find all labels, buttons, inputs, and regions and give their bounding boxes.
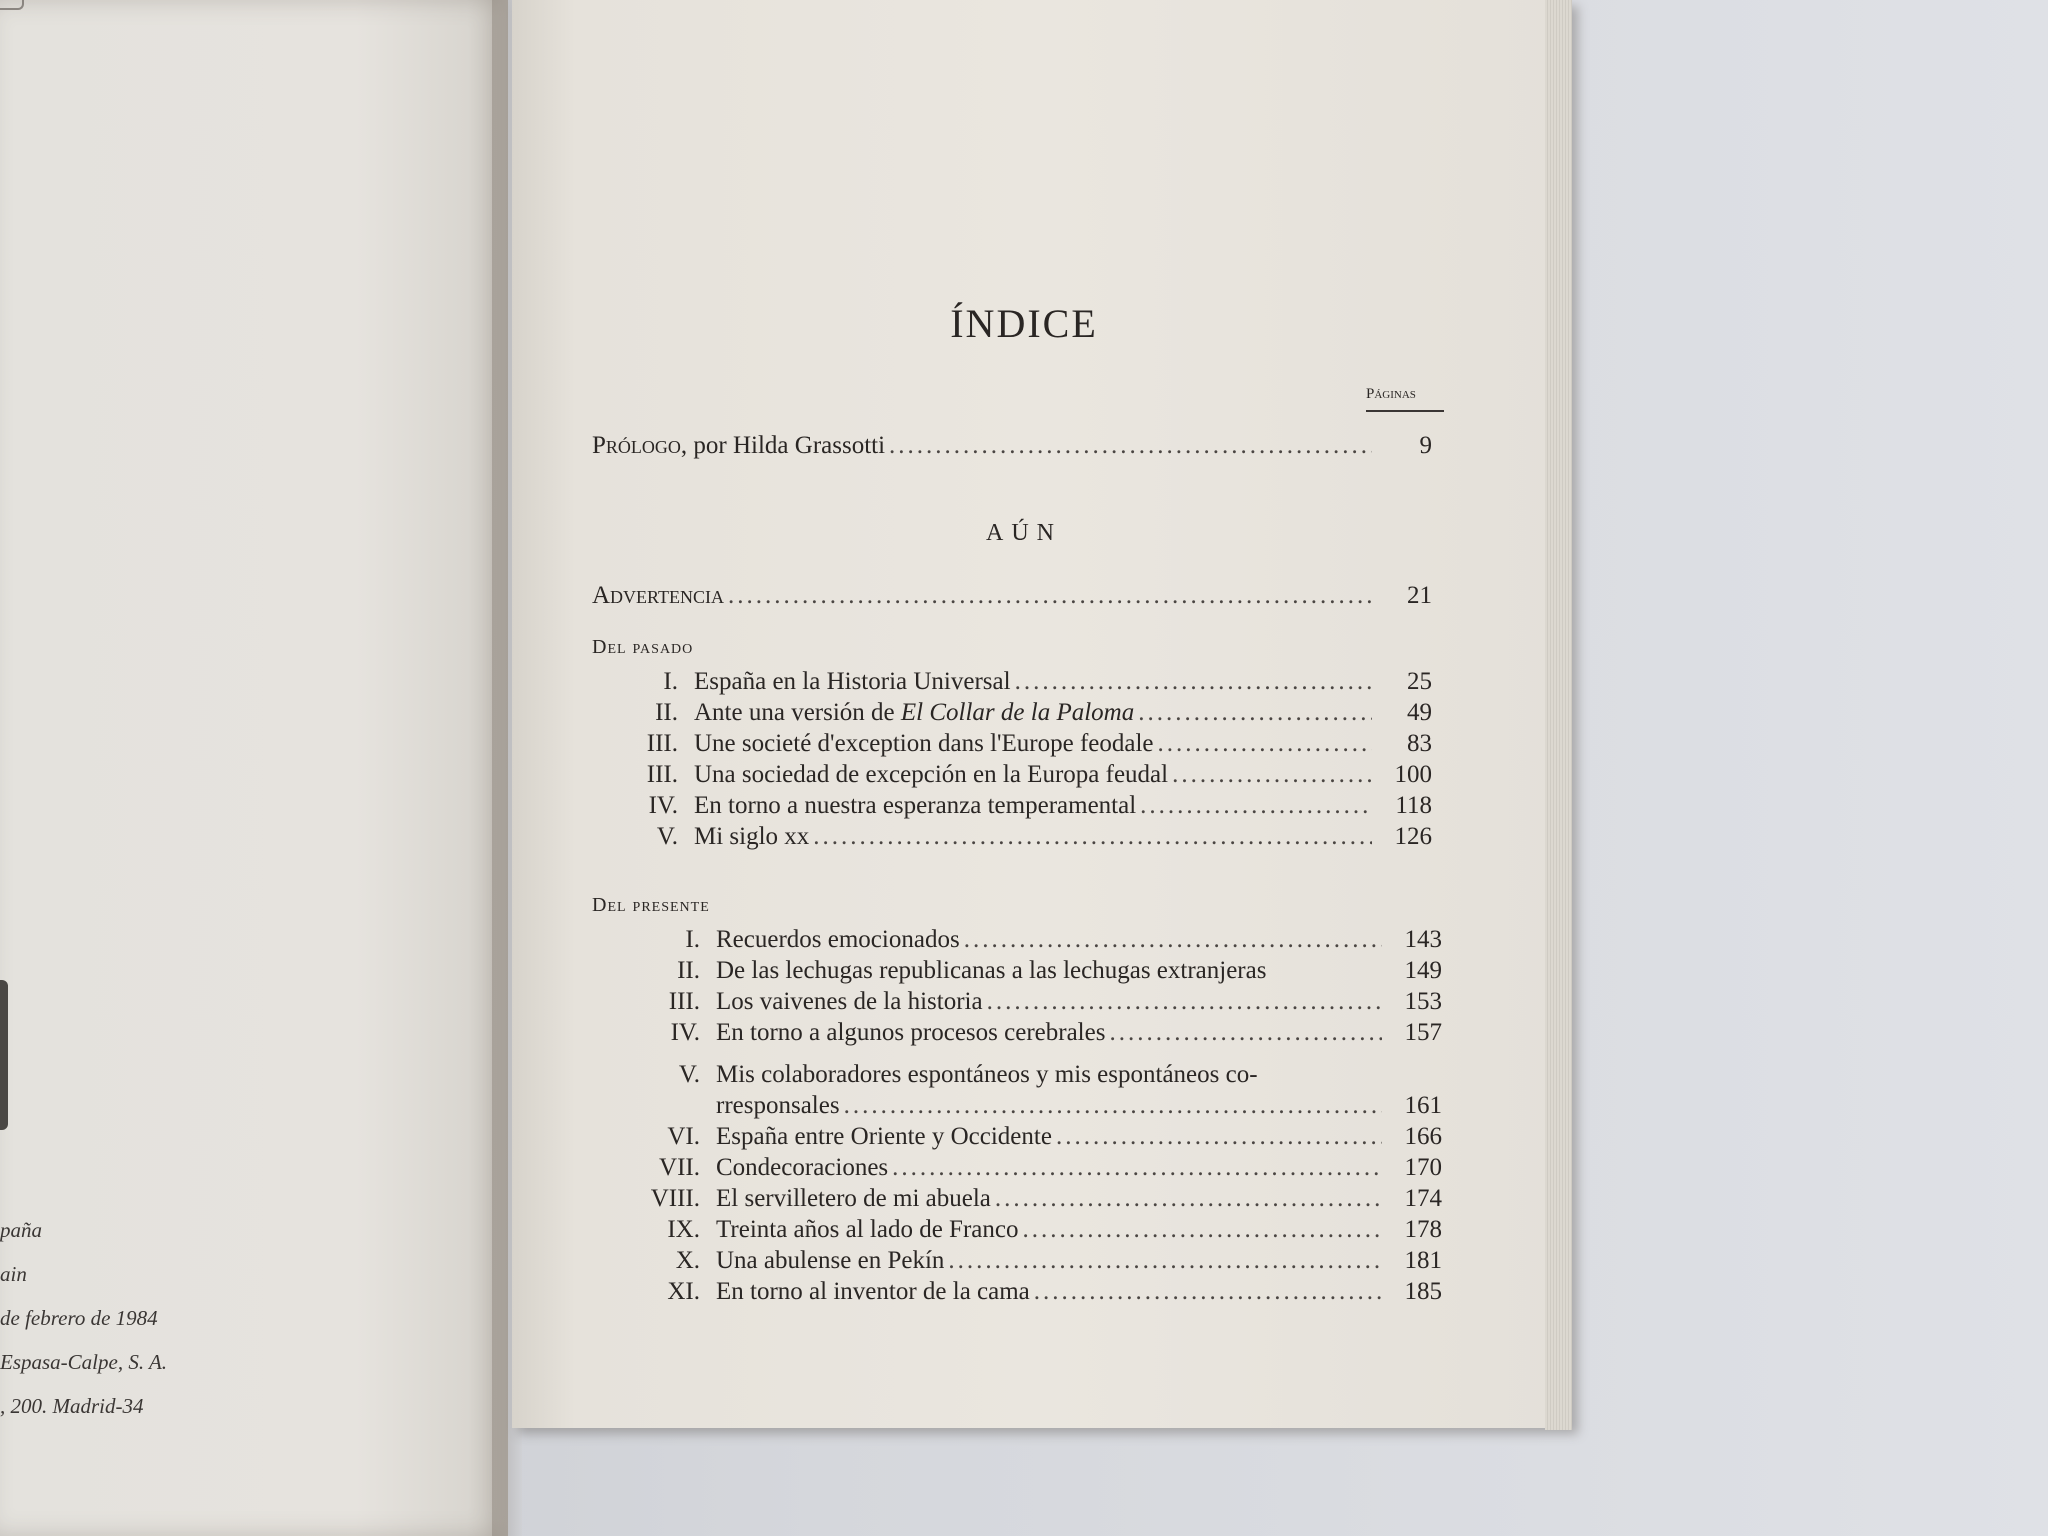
chapter-title: En torno al inventor de la cama <box>716 1278 1030 1305</box>
toc-entry <box>592 1123 1442 1153</box>
toc-entry <box>592 730 1432 760</box>
book-tab <box>0 980 8 1130</box>
chapter-title: Une societé d'exception dans l'Europe feodale <box>694 730 1154 757</box>
leader-dots <box>809 823 1372 851</box>
toc-entry <box>592 957 1442 987</box>
imprint-line: , 200. Madrid-34 <box>0 1394 144 1418</box>
page-number: 161 <box>1404 1092 1442 1119</box>
imprint-line: ain <box>0 1262 27 1286</box>
leader-dots <box>944 1247 1382 1275</box>
chapter-number: V. <box>656 823 678 850</box>
chapter-number: I. <box>663 668 678 695</box>
leader-dots <box>1134 699 1372 727</box>
imprint-block <box>0 1208 300 1428</box>
page-number: 170 <box>1404 1154 1442 1181</box>
leader-dots <box>724 582 1372 610</box>
toc-entry-line2 <box>592 1092 1442 1122</box>
toc-entry-advertencia <box>592 582 1432 612</box>
toc-entry <box>592 1185 1442 1215</box>
toc-entry <box>592 1216 1442 1246</box>
chapter-number: I. <box>685 926 700 953</box>
chapter-title: Los vaivenes de la historia <box>716 988 983 1015</box>
entry-label-rest: , por Hilda Grassotti <box>680 432 886 459</box>
leader-dots <box>960 926 1382 954</box>
toc-entry <box>592 1154 1442 1184</box>
leader-dots <box>1018 1216 1382 1244</box>
page-corner-mark <box>0 0 24 10</box>
group-title-pasado: Del pasado <box>592 636 694 658</box>
chapter-title: España en la Historia Universal <box>694 668 1011 695</box>
leader-dots <box>1168 761 1372 789</box>
leader-dots <box>1105 1019 1382 1047</box>
leader-dots <box>1011 668 1372 696</box>
page-number: 49 <box>1407 699 1432 726</box>
chapter-number: VII. <box>659 1154 700 1181</box>
leader-dots <box>991 1185 1382 1213</box>
page-edge <box>1545 0 1572 1430</box>
toc-entry <box>592 988 1442 1018</box>
leader-dots <box>840 1092 1382 1120</box>
leader-dots <box>983 988 1382 1016</box>
page-number: 174 <box>1404 1185 1442 1212</box>
leader-dots <box>1136 792 1372 820</box>
chapter-number: X. <box>675 1247 700 1274</box>
toc-entry <box>592 1019 1442 1049</box>
page-number: 149 <box>1404 957 1442 984</box>
chapter-number: IV. <box>670 1019 700 1046</box>
chapter-title-italic: El Collar de la Paloma <box>900 699 1135 726</box>
chapter-title: El servilletero de mi abuela <box>716 1185 991 1212</box>
toc-entry <box>592 823 1432 853</box>
chapter-title: En torno a algunos procesos cerebrales <box>716 1019 1106 1046</box>
imprint-line: Espasa-Calpe, S. A. <box>0 1350 168 1374</box>
chapter-title: En torno a nuestra esperanza temperamental <box>694 792 1137 819</box>
page-number: 166 <box>1404 1123 1442 1150</box>
chapter-title-continued: rresponsales <box>716 1092 840 1119</box>
chapter-number: III. <box>646 730 678 757</box>
toc-entry <box>592 668 1432 698</box>
toc-entry <box>592 926 1442 956</box>
page-number: 178 <box>1404 1216 1442 1243</box>
chapter-title: Una sociedad de excepción en la Europa feudal <box>694 761 1169 788</box>
leader-dots <box>1052 1123 1382 1151</box>
toc-entry <box>592 1278 1442 1308</box>
page-number: 185 <box>1404 1278 1442 1305</box>
page-number: 25 <box>1407 668 1432 695</box>
toc-entry-prologue <box>592 432 1432 462</box>
pages-column-header: Páginas <box>1366 386 1416 402</box>
toc-entry <box>592 792 1432 822</box>
leader-dots <box>1030 1278 1382 1306</box>
header-rule <box>1366 410 1444 412</box>
page-number: 181 <box>1404 1247 1442 1274</box>
toc-entry <box>592 761 1432 791</box>
toc-entry-line1 <box>592 1061 1442 1091</box>
imprint-line: paña <box>0 1218 42 1242</box>
entry-label: Advertencia <box>592 582 724 609</box>
leader-dots <box>888 1154 1382 1182</box>
left-page <box>0 0 508 1536</box>
entry-label <box>592 432 885 460</box>
chapter-number: VI. <box>667 1123 700 1150</box>
page-number: 153 <box>1404 988 1442 1015</box>
chapter-title: España entre Oriente y Occidente <box>716 1123 1052 1150</box>
page-number: 21 <box>1407 582 1432 609</box>
chapter-number: VIII. <box>650 1185 700 1212</box>
page-number: 118 <box>1395 792 1432 819</box>
chapter-title: Una abulense en Pekín <box>716 1247 945 1274</box>
chapter-number: IV. <box>648 792 678 819</box>
chapter-number: III. <box>668 988 700 1015</box>
page-number: 9 <box>1419 432 1432 459</box>
chapter-title <box>694 699 1134 727</box>
entry-label-smallcaps: Prólogo <box>592 432 681 459</box>
chapter-title: De las lechugas republicanas a las lechugas extranjeras <box>716 957 1267 984</box>
page-number: 143 <box>1404 926 1442 953</box>
chapter-title: Treinta años al lado de Franco <box>716 1216 1019 1243</box>
chapter-number: V. <box>678 1061 700 1088</box>
chapter-number: II. <box>655 699 678 726</box>
chapter-title: Mi siglo xx <box>694 823 810 850</box>
chapter-number: III. <box>646 761 678 788</box>
chapter-title: Recuerdos emocionados <box>716 926 960 953</box>
page-number: 157 <box>1404 1019 1442 1046</box>
page-title: ÍNDICE <box>950 301 1098 346</box>
leader-dots <box>885 432 1372 460</box>
chapter-number: XI. <box>667 1278 700 1305</box>
chapter-number: II. <box>677 957 700 984</box>
toc-entry <box>592 699 1432 729</box>
page-number: 100 <box>1394 761 1432 788</box>
chapter-title-pre: Ante una versión de <box>694 699 901 726</box>
chapter-number: IX. <box>667 1216 700 1243</box>
chapter-title: Mis colaboradores espontáneos y mis espontáneos co- <box>716 1061 1258 1088</box>
toc-entry <box>592 1247 1442 1277</box>
group-title-presente: Del presente <box>592 894 710 916</box>
imprint-line: de febrero de 1984 <box>0 1306 158 1330</box>
page-number: 83 <box>1407 730 1432 757</box>
section-title: AÚN <box>986 520 1062 546</box>
chapter-title: Condecoraciones <box>716 1154 889 1181</box>
leader-dots <box>1154 730 1372 758</box>
page-number: 126 <box>1394 823 1432 850</box>
